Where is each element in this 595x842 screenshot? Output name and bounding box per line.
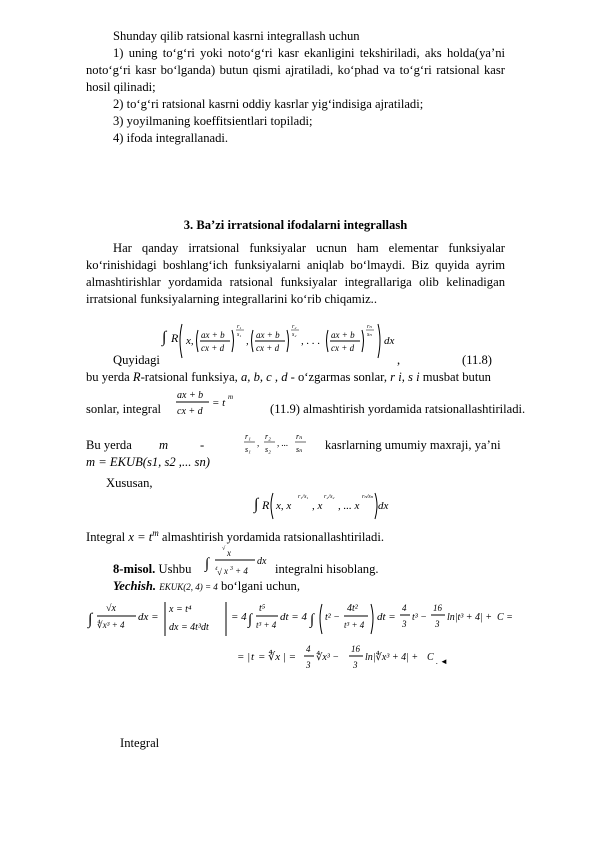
svg-text:, ... x: , ... x	[338, 500, 360, 512]
example-label: 8-misol.	[113, 562, 156, 576]
example-text-1: Ushbu	[158, 562, 192, 576]
ri-si-symbols: r i, s i	[390, 370, 420, 384]
dash: -	[200, 438, 205, 452]
svg-text:C: C	[427, 652, 434, 663]
constants-symbols: a, b, c , d	[240, 370, 288, 384]
svg-text:∫: ∫	[205, 556, 210, 572]
svg-text:r₁/s₁: r₁/s₁	[298, 494, 309, 500]
svg-text:rₙ: rₙ	[296, 432, 303, 441]
quyidagi-label: Quyidagi	[113, 353, 160, 367]
svg-text:cx + d: cx + d	[256, 343, 280, 353]
svg-text:x: x	[227, 548, 231, 558]
svg-text:rₙ/sₙ: rₙ/sₙ	[362, 494, 374, 500]
svg-text:dx =: dx =	[138, 611, 159, 623]
svg-text:dt =: dt =	[377, 611, 396, 623]
svg-text:3: 3	[230, 566, 233, 572]
svg-text:4t²: 4t²	[347, 603, 358, 614]
formula-11-8	[160, 318, 435, 358]
svg-text:r₁: r₁	[237, 324, 242, 330]
svg-text:, ...: , ...	[277, 438, 289, 448]
x-t-m	[128, 530, 158, 544]
example-integral-graphic	[205, 546, 275, 580]
svg-text:ax + b: ax + b	[201, 330, 225, 340]
step-1: 1) uning to‘g‘ri yoki noto‘g‘ri kasr ekanligini tekshiriladi, aks holda(ya’ni noto‘g‘ri kasr bo‘lganda) butun qismi ajratiladi, ko‘phad va to‘g‘ri ratsional kasr hosil qilinadi;	[86, 46, 505, 94]
svg-text:cx + d: cx + d	[331, 343, 355, 353]
bu-yerda-m-label: Bu yerda	[86, 438, 132, 452]
sonlar-label: sonlar, integral	[86, 402, 162, 416]
svg-text:sₙ: sₙ	[367, 332, 372, 338]
svg-text:√: √	[222, 546, 226, 552]
bu-yerda-text-3: - o‘zgarmas sonlar,	[290, 370, 388, 384]
bu-yerda-m-text: kasrlarning umumiy maxraji, ya’ni	[325, 438, 501, 452]
svg-text:4: 4	[306, 644, 311, 654]
svg-text:= t: = t	[212, 397, 226, 409]
svg-text:4: 4	[215, 567, 218, 572]
svg-text:rₙ: rₙ	[367, 324, 372, 330]
svg-text:dx: dx	[384, 335, 395, 347]
svg-text:dx = 4t³dt: dx = 4t³dt	[169, 622, 209, 633]
svg-text:r₁: r₁	[245, 432, 251, 441]
svg-text:∫: ∫	[88, 611, 93, 628]
svg-text:3: 3	[435, 619, 440, 629]
svg-text:cx + d: cx + d	[177, 406, 203, 417]
integral-label	[86, 528, 384, 545]
special-case-graphic	[254, 487, 394, 523]
ekub-formula: m = EKUB(s1, s2 ,... sn)	[86, 455, 210, 469]
ekuk-formula: EKUK(2, 4) = 4	[159, 582, 218, 592]
svg-text:r₂/s₂: r₂/s₂	[324, 494, 335, 500]
svg-text:= |: = |	[237, 651, 251, 663]
section-title: 3. Ba’zi irratsional ifodalarni integrallash	[183, 218, 408, 232]
svg-text:R: R	[262, 498, 270, 512]
integral-text-1: Integral	[86, 530, 126, 545]
solution-text: bo‘lgani uchun,	[220, 579, 300, 593]
fractions-list	[243, 430, 323, 462]
svg-text:, . . .: , . . .	[301, 335, 321, 347]
sonlar-end: (11.9) almashtirish yordamida ratsionallashtiriladi.	[270, 402, 526, 416]
svg-text:x,: x,	[186, 335, 194, 347]
section-paragraph: Har qanday irratsional funksiyalar ucnun ham elementar funksiyalar ko‘rinishidagi boshlang‘ich funksiyalarni aniqlab bo‘lmaydi. Biz quyida ayrim almashtirishlar yordamida ratsional funksiyalar integrallariga olib kelinadigan irratsional funksiyalarning integrallarini ko‘rib chiqamiz..	[86, 241, 505, 306]
svg-text:m: m	[228, 393, 234, 401]
bu-yerda-text-1: bu yerda	[86, 370, 130, 384]
fractions-graphic	[243, 430, 323, 458]
svg-text:dx: dx	[257, 556, 267, 567]
svg-text:ln|t³ + 4| +: ln|t³ + 4| +	[447, 612, 493, 623]
svg-text:,: ,	[257, 438, 260, 448]
svg-text:cx + d: cx + d	[201, 343, 225, 353]
bu-yerda-text-4: musbat butun	[422, 370, 491, 384]
solution-formula-graphic	[88, 598, 513, 678]
svg-text:t² −: t² −	[325, 612, 341, 623]
example-text-2: integralni hisoblang.	[275, 562, 379, 576]
bu-yerda-text-2: -ratsional funksiya,	[140, 370, 238, 384]
svg-text:4: 4	[402, 603, 407, 613]
svg-text:∫: ∫	[248, 612, 253, 628]
svg-text:∫: ∫	[162, 329, 167, 346]
integral-text-2: almashtirish yordamida ratsionallashtiriladi.	[161, 530, 384, 545]
svg-text:3: 3	[402, 619, 407, 629]
svg-text:t: t	[251, 651, 255, 663]
step-3: 3) yoyilmaning koeffitsientlari topiladi;	[113, 114, 313, 128]
svg-text:x: x	[224, 566, 228, 576]
svg-text:t⁵: t⁵	[259, 603, 266, 614]
solution-line	[113, 579, 300, 594]
r-symbol: R	[132, 370, 141, 384]
trailing-text: Integral	[120, 736, 160, 750]
svg-text:16: 16	[433, 603, 442, 613]
svg-text:R: R	[171, 331, 179, 345]
svg-text:16: 16	[351, 644, 360, 654]
svg-text:t³ + 4: t³ + 4	[344, 620, 365, 630]
step-2: 2) to‘g‘ri ratsional kasrni oddiy kasrlar yig‘indisiga ajratiladi;	[113, 97, 424, 111]
svg-text:= 4: = 4	[231, 611, 247, 623]
m-superscript: m	[152, 528, 159, 538]
m-symbol: m	[159, 438, 169, 452]
svg-text:C =: C =	[497, 612, 513, 623]
svg-text:s₁: s₁	[245, 445, 251, 454]
svg-text:s₂: s₂	[292, 332, 297, 338]
svg-text:t³ −: t³ −	[412, 612, 428, 623]
svg-text:s₂: s₂	[265, 445, 271, 454]
equation-number-11-8: (11.8)	[462, 353, 492, 367]
substitution-11-9	[176, 386, 236, 424]
xususan-label: Xususan,	[106, 476, 153, 490]
svg-text:ax + b: ax + b	[177, 390, 204, 401]
svg-text:,: ,	[246, 335, 249, 347]
solution-label: Yechish.	[113, 579, 157, 593]
svg-text:dt = 4: dt = 4	[280, 611, 307, 623]
step-4: 4) ifoda integrallanadi.	[113, 131, 229, 145]
svg-text:ax + b: ax + b	[331, 330, 355, 340]
x-equals-t: x = t	[128, 530, 153, 545]
svg-text:. ◄: . ◄	[436, 657, 448, 666]
svg-text:t³ + 4: t³ + 4	[256, 620, 277, 630]
svg-text:r₂: r₂	[292, 324, 297, 330]
svg-text:∫: ∫	[254, 496, 259, 513]
svg-text:dx: dx	[378, 500, 389, 512]
example-line	[113, 562, 191, 577]
svg-text:sₙ: sₙ	[296, 445, 303, 454]
intro-line: Shunday qilib ratsional kasrni integrallash uchun	[113, 29, 360, 43]
svg-text:√x: √x	[106, 603, 116, 614]
svg-text:3: 3	[306, 660, 311, 670]
formula-11-8-graphic	[160, 318, 435, 364]
svg-text:x = t⁴: x = t⁴	[169, 604, 192, 615]
svg-text:r₂: r₂	[265, 432, 271, 441]
bu-yerda-line	[86, 370, 506, 385]
svg-text:x, x: x, x	[276, 500, 292, 512]
svg-text:ax + b: ax + b	[256, 330, 280, 340]
svg-text:ln|∜x³ + 4| +: ln|∜x³ + 4| +	[365, 652, 419, 663]
svg-text:, x: , x	[312, 500, 323, 512]
svg-text:∫: ∫	[310, 612, 315, 628]
svg-text:+ 4: + 4	[235, 566, 248, 576]
svg-text:3: 3	[353, 660, 358, 670]
substitution-graphic	[176, 386, 236, 420]
comma: ,	[397, 353, 401, 367]
svg-text:∜x³ + 4: ∜x³ + 4	[97, 620, 125, 630]
solution-formula	[88, 598, 513, 682]
svg-text:s₁: s₁	[237, 332, 242, 338]
special-case-formula	[254, 487, 394, 527]
svg-text:√: √	[217, 567, 222, 577]
svg-text:∜x³ −: ∜x³ −	[316, 652, 340, 663]
svg-text:= ∜x | =: = ∜x | =	[258, 651, 297, 663]
